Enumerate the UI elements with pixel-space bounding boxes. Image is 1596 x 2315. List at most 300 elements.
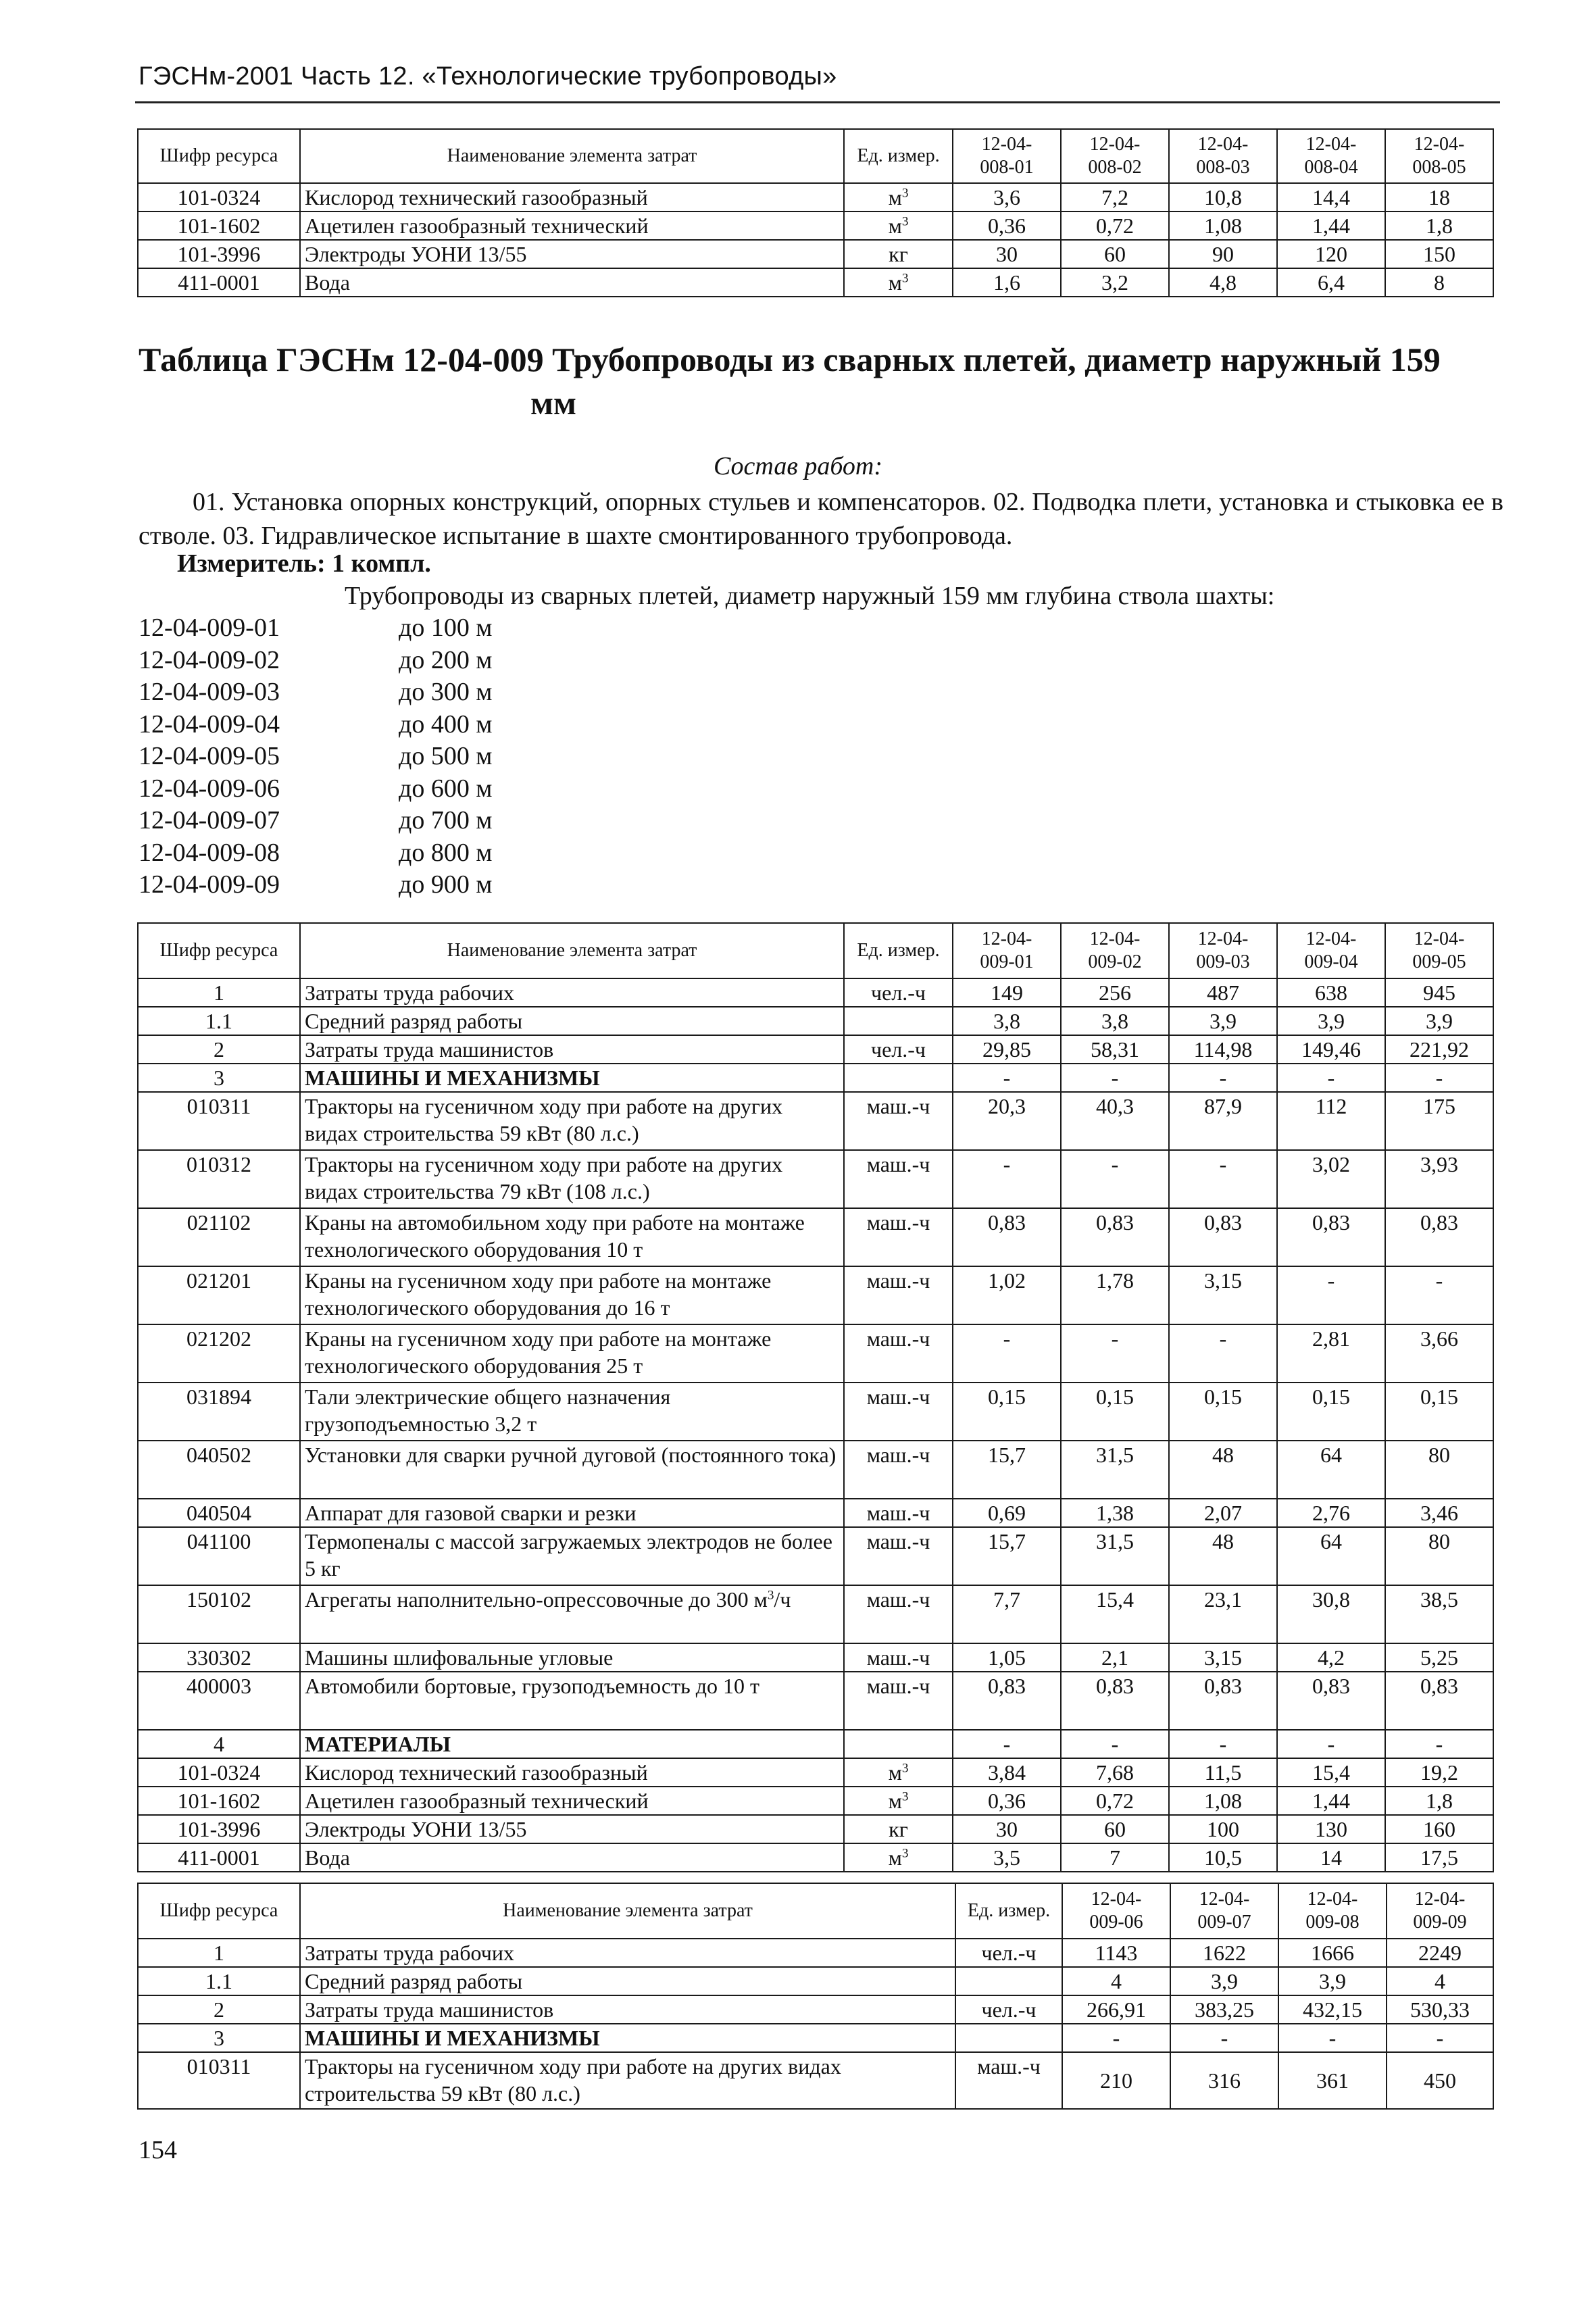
list-item <box>139 645 492 677</box>
cell-code: 101-0324 <box>138 183 300 211</box>
cell-unit: маш.-ч <box>844 1585 953 1643</box>
cell-name: Электроды УОНИ 13/55 <box>300 240 844 268</box>
cell-value: 3,02 <box>1277 1150 1385 1208</box>
cell-unit: маш.-ч <box>844 1324 953 1383</box>
header-norm-code: 12-04- 009-08 <box>1278 1883 1387 1939</box>
table-row <box>138 1324 1493 1383</box>
cell-value: 0,83 <box>1385 1208 1493 1266</box>
cell-unit: $м^3$ <box>844 1843 953 1872</box>
cell-code: 101-1602 <box>138 1787 300 1815</box>
cell-value: 48 <box>1169 1527 1277 1585</box>
table-row <box>138 1939 1493 1967</box>
cell-unit: $м^3$ <box>844 1758 953 1787</box>
cell-code: 2 <box>138 1995 300 2024</box>
cell-name: Тракторы на гусеничном ходу при работе на других видах строительства 59 кВт (80 л.с.) <box>300 1092 844 1150</box>
cell-value: 1,44 <box>1277 1787 1385 1815</box>
table-row <box>138 1150 1493 1208</box>
cell-value: 2,07 <box>1169 1499 1277 1527</box>
list-item <box>139 773 492 805</box>
table-row <box>138 1208 1493 1266</box>
cell-value: 1,44 <box>1277 211 1385 240</box>
table-row <box>138 1643 1493 1672</box>
norm-code: 12-04-009-09 <box>139 870 280 899</box>
cell-value: 7,7 <box>953 1585 1061 1643</box>
cell-name: Установки для сварки ручной дуговой (постоянного тока) <box>300 1441 844 1499</box>
header-unit: Ед. измер. <box>955 1883 1062 1939</box>
cell-value: 3,8 <box>1061 1007 1169 1035</box>
cell-value: - <box>1385 1266 1493 1324</box>
table-header-row <box>138 129 1493 183</box>
cell-value: 14,4 <box>1277 183 1385 211</box>
cell-code: 021202 <box>138 1324 300 1383</box>
cell-value: 20,3 <box>953 1092 1061 1150</box>
table-row <box>138 211 1493 240</box>
cell-code: 411-0001 <box>138 268 300 297</box>
cell-value: 3,2 <box>1061 268 1169 297</box>
cell-value: 30,8 <box>1277 1585 1385 1643</box>
cell-value: 10,5 <box>1169 1843 1277 1872</box>
cell-code: 101-1602 <box>138 211 300 240</box>
cell-value: 48 <box>1169 1441 1277 1499</box>
cell-value: 0,83 <box>1061 1672 1169 1730</box>
table-row <box>138 1758 1493 1787</box>
cell-value: 450 <box>1387 2052 1493 2109</box>
cell-unit: $м^3$ <box>844 183 953 211</box>
works-description: 01. Установка опорных конструкций, опорных стульев и компенсаторов. 02. Подводка плети, установка и стыковка ее в стволе. 03. Гидравлическое испытание в шахте смонтированного трубопровода. <box>139 488 1503 550</box>
header-norm-code: 12-04- 009-06 <box>1062 1883 1170 1939</box>
header-unit: Ед. измер. <box>844 923 953 978</box>
cell-name: Краны на гусеничном ходу при работе на монтаже технологического оборудования до 16 т <box>300 1266 844 1324</box>
header-code: Шифр ресурса <box>138 923 300 978</box>
cell-value: 90 <box>1169 240 1277 268</box>
cell-value: 0,83 <box>1385 1672 1493 1730</box>
list-item <box>139 612 492 645</box>
cell-unit: $м^3$ <box>844 268 953 297</box>
cell-value: 4,8 <box>1169 268 1277 297</box>
cell-value: 112 <box>1277 1092 1385 1150</box>
norm-code: 12-04-009-05 <box>139 742 280 770</box>
cell-value: 1,38 <box>1061 1499 1169 1527</box>
table-row <box>138 1995 1493 2024</box>
cell-code: 1.1 <box>138 1007 300 1035</box>
cell-value: 40,3 <box>1061 1092 1169 1150</box>
cell-value: 4 <box>1062 1967 1170 1995</box>
list-item <box>139 741 492 773</box>
cell-value: 149 <box>953 978 1061 1007</box>
running-head: ГЭСНм-2001 Часть 12. «Технологические трубопроводы» <box>139 62 837 91</box>
cell-value: 0,15 <box>1277 1383 1385 1441</box>
cell-value: 1,6 <box>953 268 1061 297</box>
meter-line: Измеритель: 1 компл. <box>177 549 431 578</box>
cell-value: 266,91 <box>1062 1995 1170 2024</box>
cell-unit: чел.-ч <box>844 978 953 1007</box>
shaft-depth: до 500 м <box>399 742 493 770</box>
cell-value: - <box>953 1324 1061 1383</box>
cell-value: 3,46 <box>1385 1499 1493 1527</box>
cell-name: МАШИНЫ И МЕХАНИЗМЫ <box>300 1064 844 1092</box>
norm-code: 12-04-009-03 <box>139 678 280 706</box>
cell-value: 6,4 <box>1277 268 1385 297</box>
header-norm-code: 12-04- 009-01 <box>953 923 1061 978</box>
cell-value: 2,81 <box>1277 1324 1385 1383</box>
codes-subtitle: Трубопроводы из сварных плетей, диаметр наружный 159 мм глубина ствола шахты: <box>345 582 1275 610</box>
cell-value: 10,8 <box>1169 183 1277 211</box>
cell-name: Затраты труда рабочих <box>300 1939 955 1967</box>
cell-value: 0,69 <box>953 1499 1061 1527</box>
header-norm-code: 12-04- 009-05 <box>1385 923 1493 978</box>
cell-value: - <box>1169 1064 1277 1092</box>
cell-name: Средний разряд работы <box>300 1007 844 1035</box>
cell-code: 021201 <box>138 1266 300 1324</box>
cell-value: 3,93 <box>1385 1150 1493 1208</box>
table-009-06-09 <box>137 1883 1494 2110</box>
cell-unit: кг <box>844 1815 953 1843</box>
cell-value: 1,05 <box>953 1643 1061 1672</box>
cell-code: 010311 <box>138 2052 300 2109</box>
cell-value: 1,08 <box>1169 211 1277 240</box>
table-row <box>138 240 1493 268</box>
norm-code: 12-04-009-07 <box>139 806 280 835</box>
cell-value: 14 <box>1277 1843 1385 1872</box>
header-name: Наименование элемента затрат <box>300 129 844 183</box>
norm-code: 12-04-009-01 <box>139 614 280 642</box>
table-row <box>138 2052 1493 2109</box>
cell-value: 7,68 <box>1061 1758 1169 1787</box>
cell-code: 4 <box>138 1730 300 1758</box>
cell-unit: маш.-ч <box>844 1672 953 1730</box>
cell-unit: чел.-ч <box>955 1939 1062 1967</box>
table-009-01-05 <box>137 922 1494 1872</box>
table-row <box>138 183 1493 211</box>
table-row <box>138 978 1493 1007</box>
cell-name: Кислород технический газообразный <box>300 1758 844 1787</box>
cell-unit: чел.-ч <box>955 1995 1062 2024</box>
cell-value: 256 <box>1061 978 1169 1007</box>
header-norm-code: 12-04- 008-02 <box>1061 129 1169 183</box>
cell-name: Краны на гусеничном ходу при работе на монтаже технологического оборудования 25 т <box>300 1324 844 1383</box>
cell-code: 031894 <box>138 1383 300 1441</box>
cell-value: 1,8 <box>1385 211 1493 240</box>
cell-value: 31,5 <box>1061 1527 1169 1585</box>
cell-unit: маш.-ч <box>844 1527 953 1585</box>
cell-name: МАШИНЫ И МЕХАНИЗМЫ <box>300 2024 955 2052</box>
cell-code: 1 <box>138 1939 300 1967</box>
cell-value: 1622 <box>1170 1939 1278 1967</box>
cell-name: Ацетилен газообразный технический <box>300 211 844 240</box>
cell-value: 3,9 <box>1385 1007 1493 1035</box>
table-row <box>138 1266 1493 1324</box>
cell-value: - <box>1385 1730 1493 1758</box>
table-row <box>138 1787 1493 1815</box>
cell-value: 0,83 <box>1061 1208 1169 1266</box>
cell-code: 2 <box>138 1035 300 1064</box>
cell-code: 101-3996 <box>138 240 300 268</box>
cell-value: 2,1 <box>1061 1643 1169 1672</box>
cell-value: 3,66 <box>1385 1324 1493 1383</box>
cell-name: Машины шлифовальные угловые <box>300 1643 844 1672</box>
table-row <box>138 1092 1493 1150</box>
cell-value: 38,5 <box>1385 1585 1493 1643</box>
cell-value: 29,85 <box>953 1035 1061 1064</box>
cell-unit <box>955 2024 1062 2052</box>
table-row <box>138 1441 1493 1499</box>
table-row <box>138 2024 1493 2052</box>
header-code: Шифр ресурса <box>138 1883 300 1939</box>
cell-value: 0,72 <box>1061 1787 1169 1815</box>
header-norm-code: 12-04- 008-05 <box>1385 129 1493 183</box>
cell-value: 19,2 <box>1385 1758 1493 1787</box>
cell-value: - <box>1169 1150 1277 1208</box>
cell-unit: маш.-ч <box>844 1643 953 1672</box>
header-norm-code: 12-04- 009-02 <box>1061 923 1169 978</box>
cell-name: Тракторы на гусеничном ходу при работе на других видах строительства 59 кВт (80 л.с.) <box>300 2052 955 2109</box>
cell-value: 80 <box>1385 1441 1493 1499</box>
cell-name: Термопеналы с массой загружаемых электродов не более 5 кг <box>300 1527 844 1585</box>
cell-name: Краны на автомобильном ходу при работе на монтаже технологического оборудования 10 т <box>300 1208 844 1266</box>
table-row <box>138 1967 1493 1995</box>
cell-value: - <box>1169 1324 1277 1383</box>
cell-value: - <box>1169 1730 1277 1758</box>
table-row <box>138 1815 1493 1843</box>
cell-value: 0,83 <box>1169 1208 1277 1266</box>
norm-code: 12-04-009-06 <box>139 774 280 803</box>
cell-name: Кислород технический газообразный <box>300 183 844 211</box>
cell-value: 4 <box>1387 1967 1493 1995</box>
cell-value: - <box>1385 1064 1493 1092</box>
cell-value: 64 <box>1277 1441 1385 1499</box>
cell-name: Ацетилен газообразный технический <box>300 1787 844 1815</box>
cell-code: 400003 <box>138 1672 300 1730</box>
codes-list <box>139 612 492 901</box>
cell-value: 64 <box>1277 1527 1385 1585</box>
list-item <box>139 805 492 837</box>
cell-value: 114,98 <box>1169 1035 1277 1064</box>
table-row <box>138 1843 1493 1872</box>
cell-unit: кг <box>844 240 953 268</box>
table-row <box>138 1007 1493 1035</box>
header-norm-code: 12-04- 008-03 <box>1169 129 1277 183</box>
cell-unit: $м^3$ <box>844 211 953 240</box>
cell-unit <box>955 1967 1062 1995</box>
shaft-depth: до 300 м <box>399 678 493 706</box>
cell-value: 1666 <box>1278 1939 1387 1967</box>
header-name: Наименование элемента затрат <box>300 923 844 978</box>
cell-value: 0,83 <box>953 1672 1061 1730</box>
cell-name: МАТЕРИАЛЫ <box>300 1730 844 1758</box>
norm-code: 12-04-009-02 <box>139 645 280 674</box>
cell-value: 150 <box>1385 240 1493 268</box>
cell-value: - <box>1387 2024 1493 2052</box>
cell-value: - <box>953 1730 1061 1758</box>
cell-value: 3,6 <box>953 183 1061 211</box>
cell-unit: чел.-ч <box>844 1035 953 1064</box>
cell-value: 221,92 <box>1385 1035 1493 1064</box>
cell-unit: маш.-ч <box>844 1208 953 1266</box>
cell-value: 3,5 <box>953 1843 1061 1872</box>
table-row <box>138 1527 1493 1585</box>
shaft-depth: до 800 м <box>399 838 493 867</box>
cell-value: - <box>1061 1730 1169 1758</box>
cell-value: 638 <box>1277 978 1385 1007</box>
cell-value: 1,8 <box>1385 1787 1493 1815</box>
cell-value: 0,36 <box>953 1787 1061 1815</box>
cell-value: 530,33 <box>1387 1995 1493 2024</box>
cell-unit: маш.-ч <box>844 1266 953 1324</box>
shaft-depth: до 100 м <box>399 614 493 642</box>
cell-value: 1,08 <box>1169 1787 1277 1815</box>
table-row <box>138 1672 1493 1730</box>
cell-unit: $м^3$ <box>844 1787 953 1815</box>
cell-value: 0,15 <box>1385 1383 1493 1441</box>
cell-name: Затраты труда машинистов <box>300 1035 844 1064</box>
cell-code: 040502 <box>138 1441 300 1499</box>
cell-unit <box>844 1064 953 1092</box>
cell-name: Агрегаты наполнительно-опрессовочные до 300 $м^3/ч$ <box>300 1585 844 1643</box>
cell-value: 11,5 <box>1169 1758 1277 1787</box>
header-norm-code: 12-04- 009-09 <box>1387 1883 1493 1939</box>
cell-value: - <box>1277 1064 1385 1092</box>
cell-value: 87,9 <box>1169 1092 1277 1150</box>
cell-value: 175 <box>1385 1092 1493 1150</box>
header-unit: Ед. измер. <box>844 129 953 183</box>
cell-value: 1,78 <box>1061 1266 1169 1324</box>
cell-unit: маш.-ч <box>844 1383 953 1441</box>
cell-value: - <box>953 1064 1061 1092</box>
cell-value: 17,5 <box>1385 1843 1493 1872</box>
cell-value: - <box>1278 2024 1387 2052</box>
cell-value: 383,25 <box>1170 1995 1278 2024</box>
cell-value: - <box>1061 1150 1169 1208</box>
table-row <box>138 1730 1493 1758</box>
cell-value: 130 <box>1277 1815 1385 1843</box>
cell-value: 432,15 <box>1278 1995 1387 2024</box>
cell-value: 1143 <box>1062 1939 1170 1967</box>
cell-value: 31,5 <box>1061 1441 1169 1499</box>
cell-value: - <box>953 1150 1061 1208</box>
cell-code: 010311 <box>138 1092 300 1150</box>
norm-code: 12-04-009-08 <box>139 838 280 867</box>
shaft-depth: до 600 м <box>399 774 493 803</box>
cell-code: 411-0001 <box>138 1843 300 1872</box>
cell-value: 7 <box>1061 1843 1169 1872</box>
cell-code: 010312 <box>138 1150 300 1208</box>
page-number: 154 <box>139 2136 177 2164</box>
cell-value: 23,1 <box>1169 1585 1277 1643</box>
table-title <box>139 338 1510 424</box>
cell-value: 2249 <box>1387 1939 1493 1967</box>
cell-name: Затраты труда рабочих <box>300 978 844 1007</box>
cell-value: 0,15 <box>1061 1383 1169 1441</box>
table-row <box>138 1064 1493 1092</box>
cell-name: Автомобили бортовые, грузоподъемность до 10 т <box>300 1672 844 1730</box>
cell-value: 0,36 <box>953 211 1061 240</box>
cell-name: Аппарат для газовой сварки и резки <box>300 1499 844 1527</box>
cell-code: 1.1 <box>138 1967 300 1995</box>
header-norm-code: 12-04- 008-01 <box>953 129 1061 183</box>
cell-value: 0,15 <box>953 1383 1061 1441</box>
cell-value: 3,9 <box>1277 1007 1385 1035</box>
cell-name: Тракторы на гусеничном ходу при работе на других видах строительства 79 кВт (108 л.с.) <box>300 1150 844 1208</box>
cell-value: 3,9 <box>1169 1007 1277 1035</box>
cell-value: 2,76 <box>1277 1499 1385 1527</box>
cell-unit: маш.-ч <box>844 1441 953 1499</box>
cell-value: - <box>1277 1730 1385 1758</box>
cell-value: 80 <box>1385 1527 1493 1585</box>
cell-code: 101-3996 <box>138 1815 300 1843</box>
cell-value: 3,8 <box>953 1007 1061 1035</box>
cell-value: - <box>1277 1266 1385 1324</box>
header-norm-code: 12-04- 009-04 <box>1277 923 1385 978</box>
cell-value: 100 <box>1169 1815 1277 1843</box>
cell-unit <box>844 1007 953 1035</box>
cell-value: 7,2 <box>1061 183 1169 211</box>
table-row <box>138 268 1493 297</box>
cell-unit: маш.-ч <box>955 2052 1062 2109</box>
cell-value: 3,9 <box>1278 1967 1387 1995</box>
cell-value: 18 <box>1385 183 1493 211</box>
cell-unit: маш.-ч <box>844 1150 953 1208</box>
cell-name: Средний разряд работы <box>300 1967 955 1995</box>
header-code: Шифр ресурса <box>138 129 300 183</box>
header-norm-code: 12-04- 009-03 <box>1169 923 1277 978</box>
cell-code: 150102 <box>138 1585 300 1643</box>
table-row <box>138 1499 1493 1527</box>
cell-value: 0,72 <box>1061 211 1169 240</box>
cell-code: 021102 <box>138 1208 300 1266</box>
shaft-depth: до 200 м <box>399 645 493 674</box>
cell-code: 101-0324 <box>138 1758 300 1787</box>
cell-unit: маш.-ч <box>844 1499 953 1527</box>
shaft-depth: до 900 м <box>399 870 493 899</box>
table-row <box>138 1585 1493 1643</box>
cell-name: Вода <box>300 1843 844 1872</box>
cell-value: 1,02 <box>953 1266 1061 1324</box>
cell-value: 0,83 <box>1277 1672 1385 1730</box>
header-norm-code: 12-04- 009-07 <box>1170 1883 1278 1939</box>
cell-value: 3,9 <box>1170 1967 1278 1995</box>
cell-code: 3 <box>138 1064 300 1092</box>
cell-value: 361 <box>1278 2052 1387 2109</box>
cell-value: 0,83 <box>953 1208 1061 1266</box>
header-norm-code: 12-04- 008-04 <box>1277 129 1385 183</box>
cell-value: 149,46 <box>1277 1035 1385 1064</box>
table-header-row <box>138 923 1493 978</box>
cell-value: 160 <box>1385 1815 1493 1843</box>
table-title-line2: мм <box>530 384 577 422</box>
cell-name: Тали электрические общего назначения грузоподъемностью 3,2 т <box>300 1383 844 1441</box>
cell-code: 1 <box>138 978 300 1007</box>
table-header-row <box>138 1883 1493 1939</box>
cell-value: 120 <box>1277 240 1385 268</box>
cell-code: 040504 <box>138 1499 300 1527</box>
cell-value: 3,15 <box>1169 1643 1277 1672</box>
cell-value: 0,83 <box>1169 1672 1277 1730</box>
cell-value: - <box>1062 2024 1170 2052</box>
cell-code: 330302 <box>138 1643 300 1672</box>
table-row <box>138 1035 1493 1064</box>
header-rule <box>135 101 1500 103</box>
cell-value: 487 <box>1169 978 1277 1007</box>
cell-value: 8 <box>1385 268 1493 297</box>
list-item <box>139 676 492 709</box>
shaft-depth: до 400 м <box>399 710 493 739</box>
cell-value: 0,15 <box>1169 1383 1277 1441</box>
norm-code: 12-04-009-04 <box>139 710 280 739</box>
cell-value: 15,4 <box>1277 1758 1385 1787</box>
cell-value: - <box>1061 1064 1169 1092</box>
cell-value: 58,31 <box>1061 1035 1169 1064</box>
cell-value: 4,2 <box>1277 1643 1385 1672</box>
